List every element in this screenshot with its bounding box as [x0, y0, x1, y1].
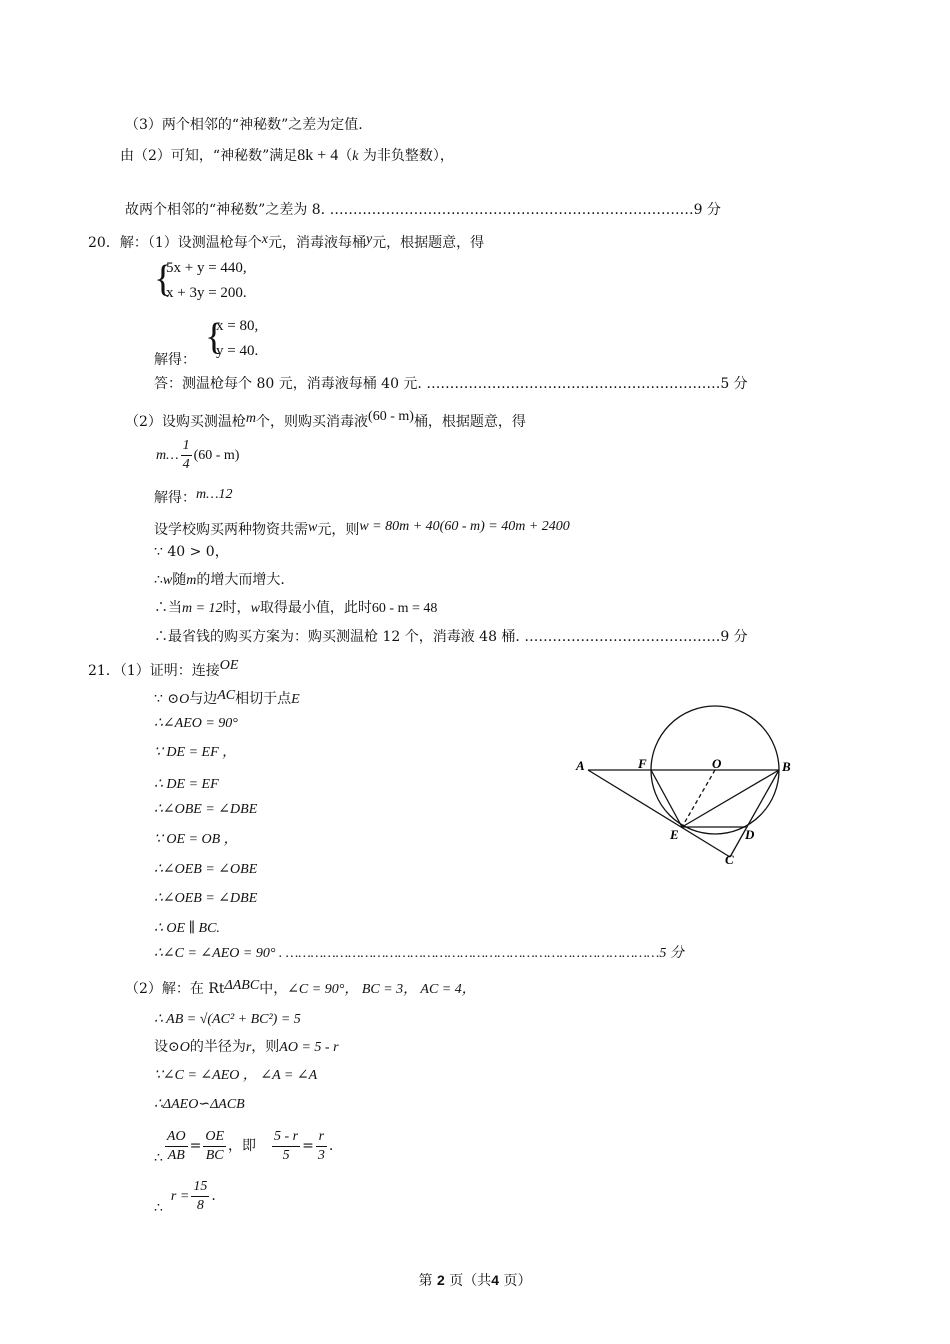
label-o: O [712, 756, 722, 771]
text-line: ∵∠C = ∠AEO ， ∠A = ∠A [154, 1068, 318, 1083]
brace: { [205, 316, 224, 358]
answer-line: 答：测温枪每个 80 元，消毒液每桶 40 元. ………………………………………………………5 分 [154, 376, 748, 392]
segment-eb [682, 770, 779, 827]
equation: y = 40. [216, 343, 259, 359]
label-b: B [782, 759, 791, 774]
equation: x + 3y = 200. [166, 285, 247, 301]
label-d: D [745, 827, 755, 842]
question-21: 21．（1）证明：连接OE [88, 658, 239, 679]
text-line: （3）两个相邻的“神秘数”之差为定值. [125, 117, 363, 133]
text-line: ∴w随m的增大而增大. [154, 572, 285, 588]
text-line: 设学校购买两种物资共需w元，则w = 80m + 40(60 - m) = 40m + 2400 [154, 519, 570, 538]
text-line: ∴ AB = √(AC² + BC²) = 5 [154, 1012, 301, 1027]
text-line: ∵ 40 > 0， [154, 544, 229, 560]
text-line: ∴∠C = ∠AEO = 90° . ………………………………………………………………………………5 分 [154, 946, 684, 961]
label-a: A [576, 758, 585, 773]
text-line: ∴ΔAEO∽ΔACB [154, 1097, 245, 1112]
text-line: ∴最省钱的购买方案为：购买测温枪 12 个，消毒液 48 桶. ……………………………………9 分 [154, 629, 748, 645]
segment-ac [588, 770, 730, 857]
inequality: m… $\frac{1}{4}$ (60 - m) [156, 437, 240, 472]
label-c: C [725, 852, 734, 867]
brace: { [154, 258, 173, 300]
text-line: ∵ DE = EF ， [154, 745, 237, 760]
text-line: 解得：m…12 [154, 487, 233, 506]
equation: x = 80, [216, 318, 259, 334]
text-line: ∴∠OEB = ∠DBE [154, 891, 258, 906]
fraction-line: ∴ $\frac{AO}{AB}$ = $\frac{OE}{BC}$ ，即 $\frac{5 - r}{5}$ = $\frac{r}{3}$ . [154, 1128, 334, 1166]
question-20: 20．解：（1）设测温枪每个x元，消毒液每桶y元，根据题意，得 [88, 232, 485, 251]
equation: 5x + y = 440, [166, 260, 247, 276]
text-line: ∴当m = 12时，w取得最小值，此时60 - m = 48 [154, 600, 438, 616]
text-line: 由（2）可知，“神秘数”满足8k + 4（k 为非负整数）， [120, 147, 454, 164]
text-line: 设⊙O的半径为r，则AO = 5 - r [154, 1039, 339, 1055]
geometry-diagram [570, 700, 820, 880]
fraction-line: ∴r = $\frac{15}{8}$ . [154, 1178, 216, 1216]
text-line: ∴ OE ∥ BC. [154, 921, 220, 936]
text-line: ∵ OE = OB ， [154, 832, 238, 847]
segment-oe [682, 770, 715, 827]
text-line: ∴∠OEB = ∠OBE [154, 862, 258, 877]
text-line: ∴∠OBE = ∠DBE [154, 802, 258, 817]
label-e: E [670, 827, 679, 842]
text-line: ∵ ⊙O与边AC相切于点E [154, 688, 300, 707]
text-line: 解得： [154, 352, 196, 368]
text-line: （2）设购买测温枪m个，则购买消毒液(60 - m)桶，根据题意，得 [125, 409, 526, 430]
text-line: 故两个相邻的“神秘数”之差为 8. ……………………………………………………………………9 分 [125, 202, 721, 218]
label-f: F [638, 756, 647, 771]
segment-bc [730, 770, 779, 857]
text-line: ∴∠AEO = 90° [154, 716, 238, 731]
page-footer: 第 2 页（共4 页） [418, 1272, 532, 1289]
text-line: ∴ DE = EF [154, 777, 219, 792]
text-line: （2）解：在 RtΔABC中，∠C = 90°， BC = 3， AC = 4， [125, 978, 476, 997]
